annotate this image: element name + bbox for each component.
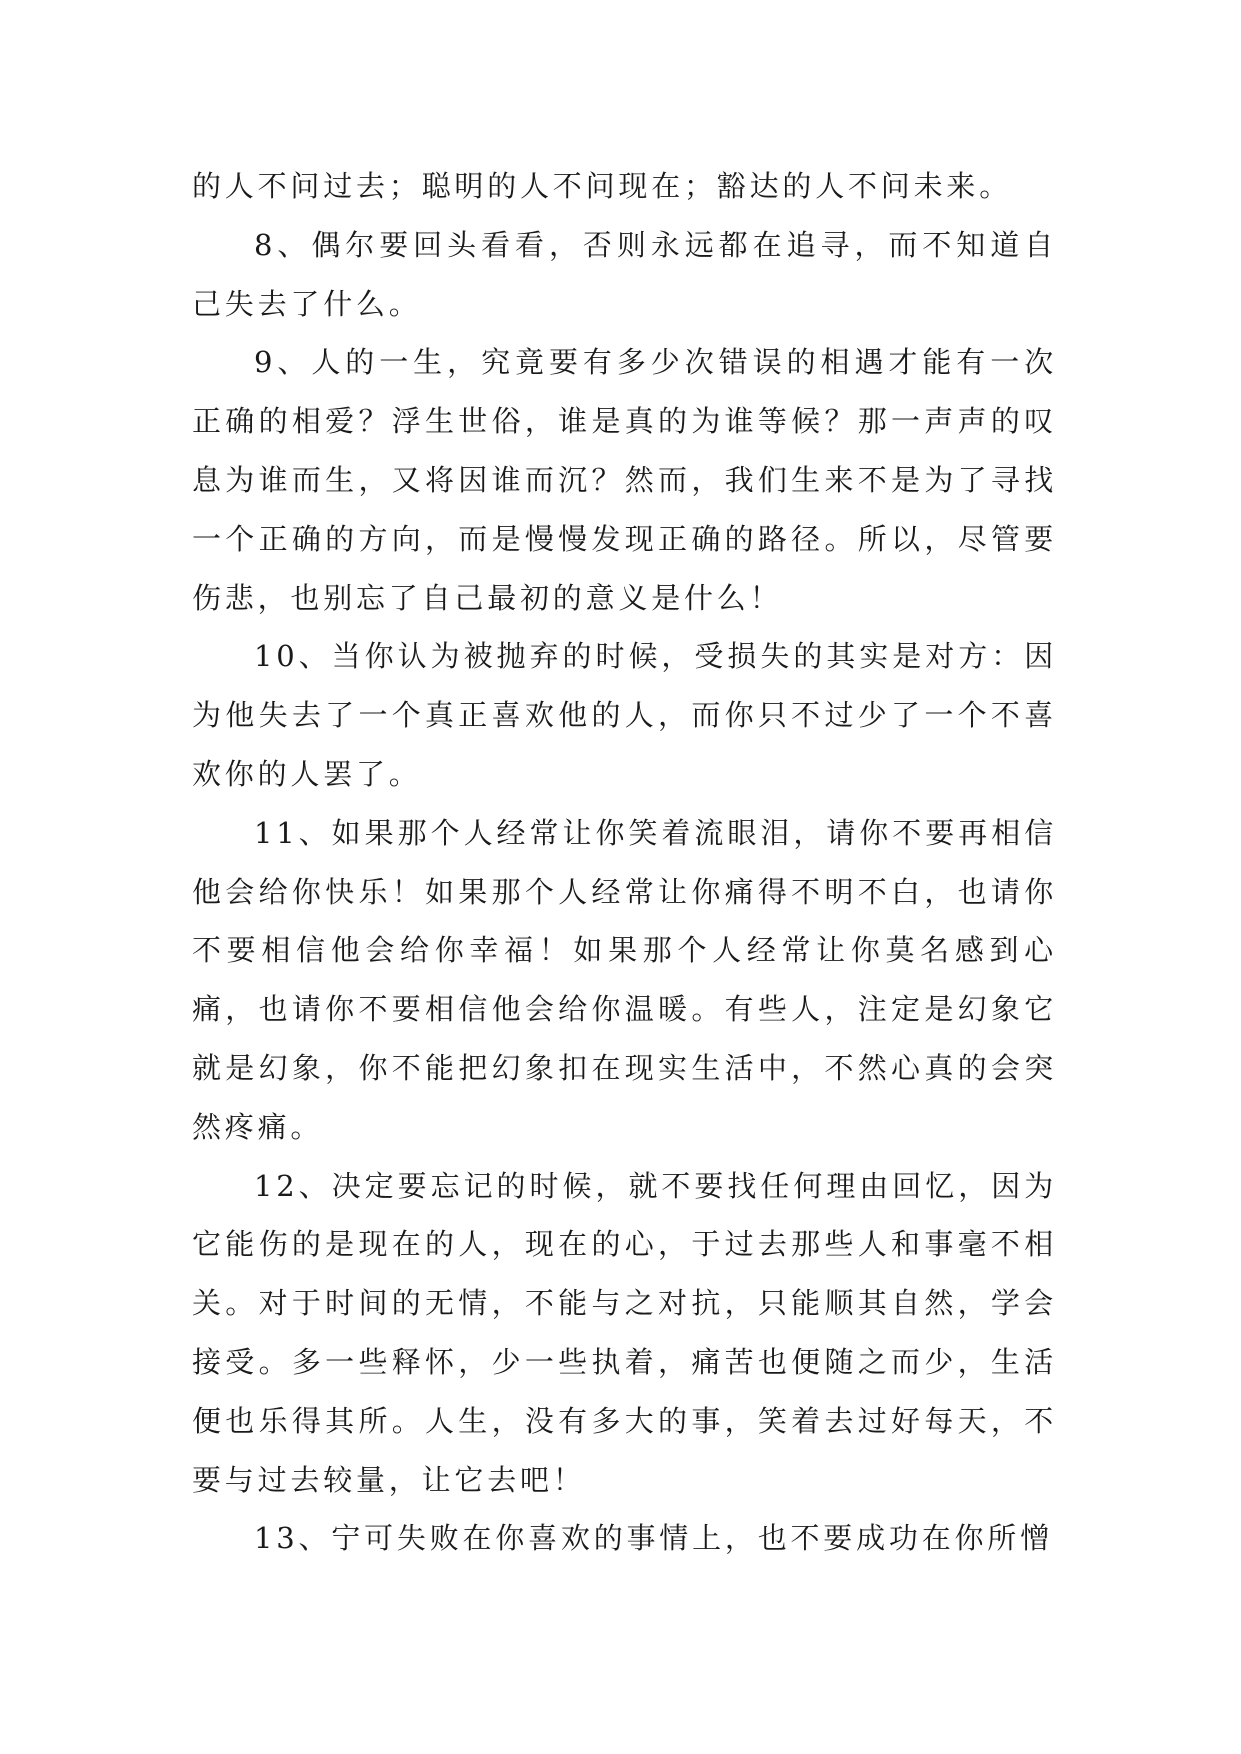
body-text [192,157,1057,1568]
paragraph-continuation: 的人不问过去；聪明的人不问现在；豁达的人不问未来。 [192,169,1013,203]
paragraph-item-8: 8、偶尔要回头看看，否则永远都在追寻，而不知道自己失去了什么。 [192,227,1057,321]
paragraph-item-10: 10、当你认为被抛弃的时候，受损失的其实是对方：因为他失去了一个真正喜欢他的人，而你只不过少了一个不喜欢你的人罢了。 [192,639,1057,791]
paragraph-item-9: 9、人的一生，究竟要有多少次错误的相遇才能有一次正确的相爱？浮生世俗，谁是真的为谁等候？那一声声的叹息为谁而生，又将因谁而沉？然而，我们生来不是为了寻找一个正确的方向，而是慢慢发现正确的路径。所以，尽管要伤悲，也别忘了自己最初的意义是什么！ [192,345,1057,615]
paragraph-item-12: 12、决定要忘记的时候，就不要找任何理由回忆，因为它能伤的是现在的人，现在的心，于过去那些人和事毫不相关。对于时间的无情，不能与之对抗，只能顺其自然，学会接受。多一些释怀，少一些执着，痛苦也便随之而少，生活便也乐得其所。人生，没有多大的事，笑着去过好每天，不要与过去较量，让它去吧！ [192,1168,1057,1497]
paragraph-item-13: 13、宁可失败在你喜欢的事情上，也不要成功在你所憎 [254,1521,1053,1556]
paragraph-item-11: 11、如果那个人经常让你笑着流眼泪，请你不要再相信他会给你快乐！如果那个人经常让你痛得不明不白，也请你不要相信他会给你幸福！如果那个人经常让你莫名感到心痛，也请你不要相信他会给你温暖。有些人，注定是幻象它就是幻象，你不能把幻象扣在现实生活中，不然心真的会突然疼痛。 [192,815,1057,1144]
